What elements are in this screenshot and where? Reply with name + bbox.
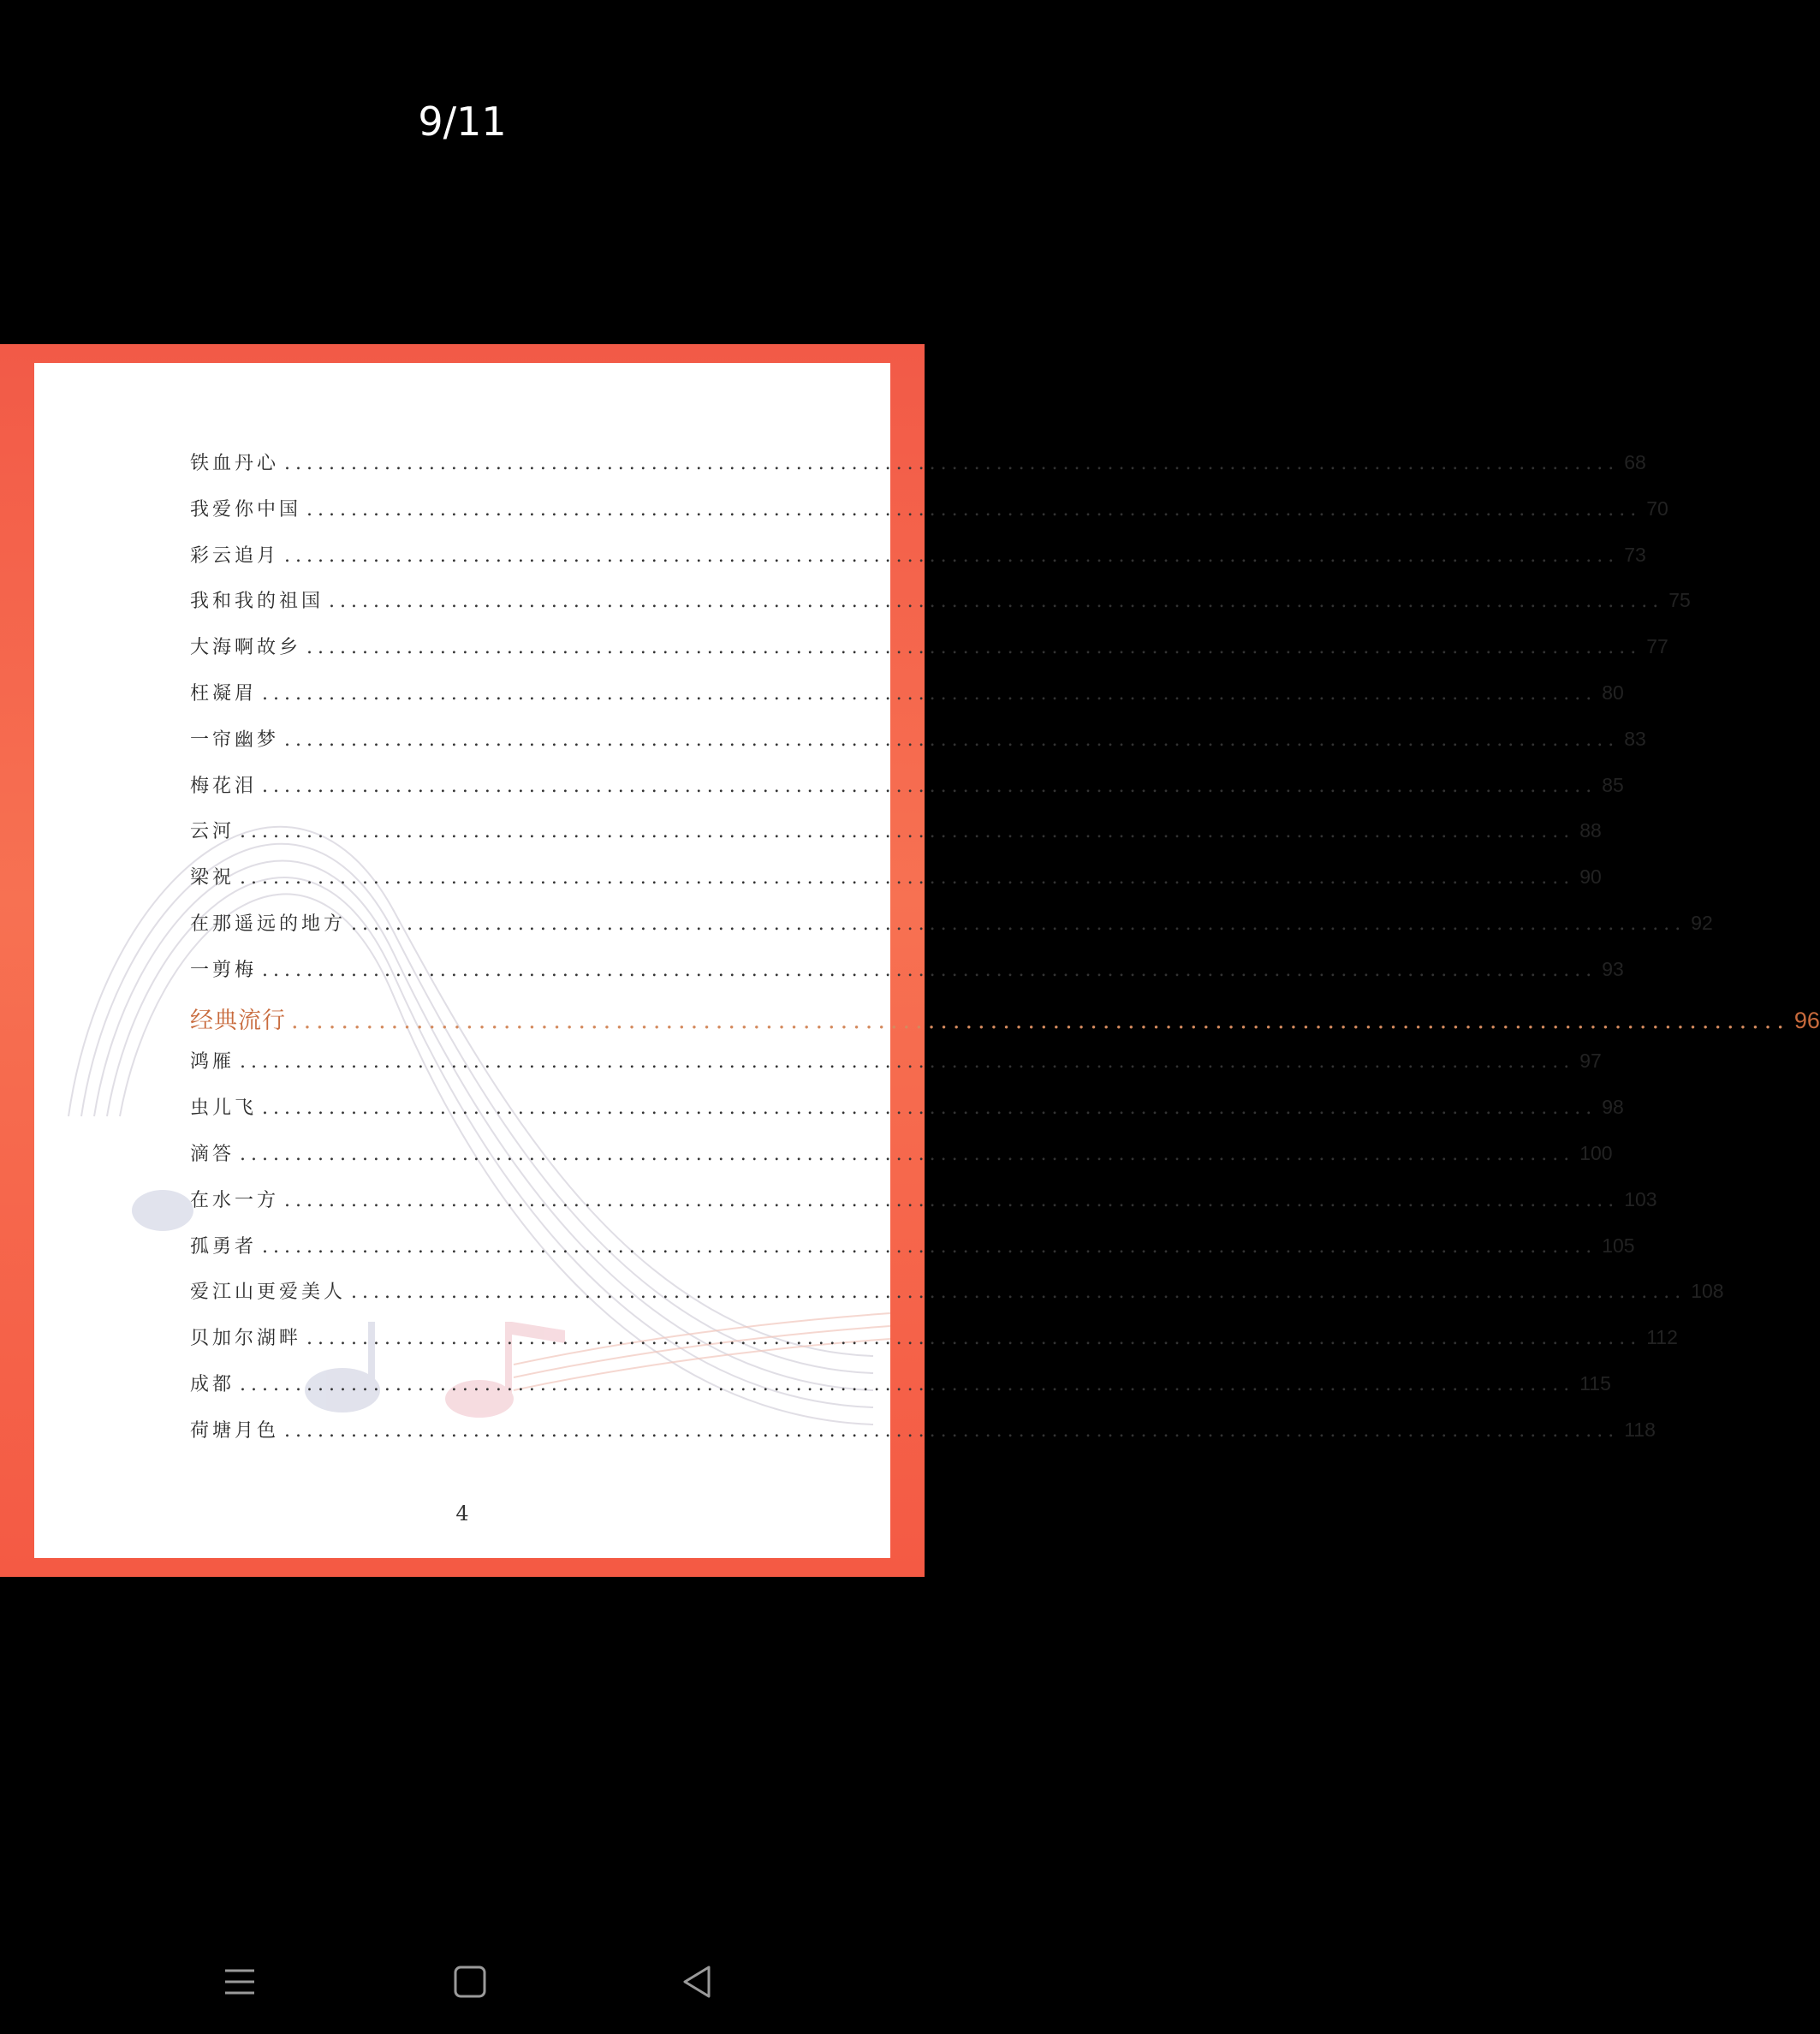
toc-entry-page: 100 [1579,1141,1613,1164]
toc-leader-dots: ........................................................................................................................ [329,591,1664,613]
toc-entry [190,1139,1613,1186]
page-number: 4 [455,1502,469,1526]
toc-entry [190,1232,1635,1278]
toc-entry-page: 103 [1624,1187,1657,1210]
book-page [34,363,1820,1558]
toc-leader-dots: ........................................................................................................................ [262,682,1597,705]
toc-entry-page: 97 [1579,1050,1602,1073]
toc-entry [190,817,1602,863]
toc-entry-title: 经典流行 [190,1007,286,1034]
toc-entry-title: 一剪梅 [190,959,258,981]
toc-entry-page: 88 [1579,819,1602,842]
table-of-contents [190,449,1820,1462]
toc-leader-dots: ........................................................................................................................ [240,1373,1575,1395]
toc-entry-title: 孤勇者 [190,1235,258,1258]
toc-entry-title: 滴答 [190,1143,235,1165]
toc-entry-title: 大海啊故乡 [190,637,302,659]
back-triangle-icon[interactable] [676,1960,719,2003]
toc-entry [190,1277,1724,1323]
toc-entry [190,1323,1678,1370]
toc-leader-dots: ........................................................................................................................ [240,821,1575,843]
toc-entry-title: 梅花泪 [190,775,258,797]
toc-entry-title: 在水一方 [190,1189,280,1211]
toc-section-heading [190,1002,1820,1048]
toc-leader-dots: ........................................................................................................................ [262,1097,1597,1120]
toc-leader-dots: ........................................................................................................................ [284,544,1620,567]
toc-entry [190,909,1713,955]
toc-leader-dots: ........................................................................................................................ [262,775,1597,797]
toc-entry-page: 68 [1624,451,1646,473]
toc-entry [190,586,1691,633]
toc-entry-page: 96 [1793,1007,1820,1033]
toc-leader-dots: ........................................................................................................................ [262,1235,1597,1258]
toc-entry-page: 112 [1646,1326,1678,1349]
toc-entry-page: 85 [1602,773,1624,796]
toc-entry-title: 虫儿飞 [190,1097,258,1120]
toc-leader-dots: ........................................................................................................................ [284,729,1620,751]
toc-entry-title: 贝加尔湖畔 [190,1328,302,1350]
toc-leader-dots: ........................................................................................................................ [262,959,1597,981]
toc-entry-title: 云河 [190,821,235,843]
toc-leader-dots: ........................................................................................................................ [291,1007,1789,1034]
toc-entry [190,679,1624,725]
toc-entry [190,449,1646,495]
toc-leader-dots: ........................................................................................................................ [284,1419,1620,1442]
toc-entry-title: 梁祝 [190,867,235,889]
toc-entry [190,771,1624,818]
photo-viewer-image[interactable] [0,344,1820,1577]
toc-entry-title: 鸿雁 [190,1051,235,1074]
toc-entry-title: 一帘幽梦 [190,729,280,751]
menu-icon[interactable] [218,1960,261,2003]
toc-entry [190,633,1668,679]
toc-entry-page: 92 [1691,911,1713,934]
toc-entry-page: 115 [1579,1371,1611,1395]
toc-entry [190,541,1646,587]
toc-entry-title: 枉凝眉 [190,682,258,705]
toc-entry-page: 108 [1691,1280,1724,1303]
toc-entry-page: 80 [1602,681,1624,704]
toc-leader-dots: ........................................................................................................................ [240,867,1575,889]
toc-entry-title: 在那遥远的地方 [190,913,347,935]
toc-entry [190,1370,1611,1416]
toc-entry-page: 73 [1624,543,1646,566]
toc-entry-title: 荷塘月色 [190,1419,280,1442]
toc-entry-title: 我和我的祖国 [190,591,324,613]
toc-entry [190,725,1646,771]
image-counter: 9/11 [418,98,507,145]
toc-entry-title: 彩云追月 [190,544,280,567]
toc-entry-title: 爱江山更爱美人 [190,1282,347,1304]
toc-entry-title: 铁血丹心 [190,453,280,474]
toc-entry [190,955,1624,1002]
toc-leader-dots: ........................................................................................................................ [284,1189,1620,1211]
home-square-icon[interactable] [449,1960,491,2003]
toc-leader-dots: ........................................................................................................................ [240,1051,1575,1074]
toc-entry-page: 77 [1646,635,1668,658]
toc-entry [190,1186,1657,1232]
toc-leader-dots: ........................................................................................................................ [351,913,1686,935]
toc-entry-page: 93 [1602,957,1624,980]
toc-entry-page: 105 [1602,1234,1635,1257]
toc-leader-dots: ........................................................................................................................ [351,1282,1686,1304]
toc-leader-dots: ........................................................................................................................ [306,637,1642,659]
toc-entry-page: 70 [1646,497,1668,520]
toc-entry-page: 98 [1602,1096,1624,1119]
system-navigation-bar [0,1935,925,2020]
toc-leader-dots: ........................................................................................................................ [306,1328,1642,1350]
toc-entry [190,863,1602,909]
toc-leader-dots: ........................................................................................................................ [284,453,1620,474]
toc-entry [190,1047,1602,1093]
toc-entry-title: 成都 [190,1373,235,1395]
toc-entry-page: 118 [1624,1418,1656,1441]
toc-entry-page: 90 [1579,865,1602,889]
toc-entry-title: 我爱你中国 [190,498,302,520]
toc-entry-page: 83 [1624,727,1646,750]
toc-entry [190,1093,1624,1139]
toc-entry-page: 75 [1668,589,1691,612]
toc-leader-dots: ........................................................................................................................ [240,1143,1575,1165]
toc-entry [190,1416,1656,1462]
toc-entry [190,495,1668,541]
toc-leader-dots: ........................................................................................................................ [306,498,1642,520]
